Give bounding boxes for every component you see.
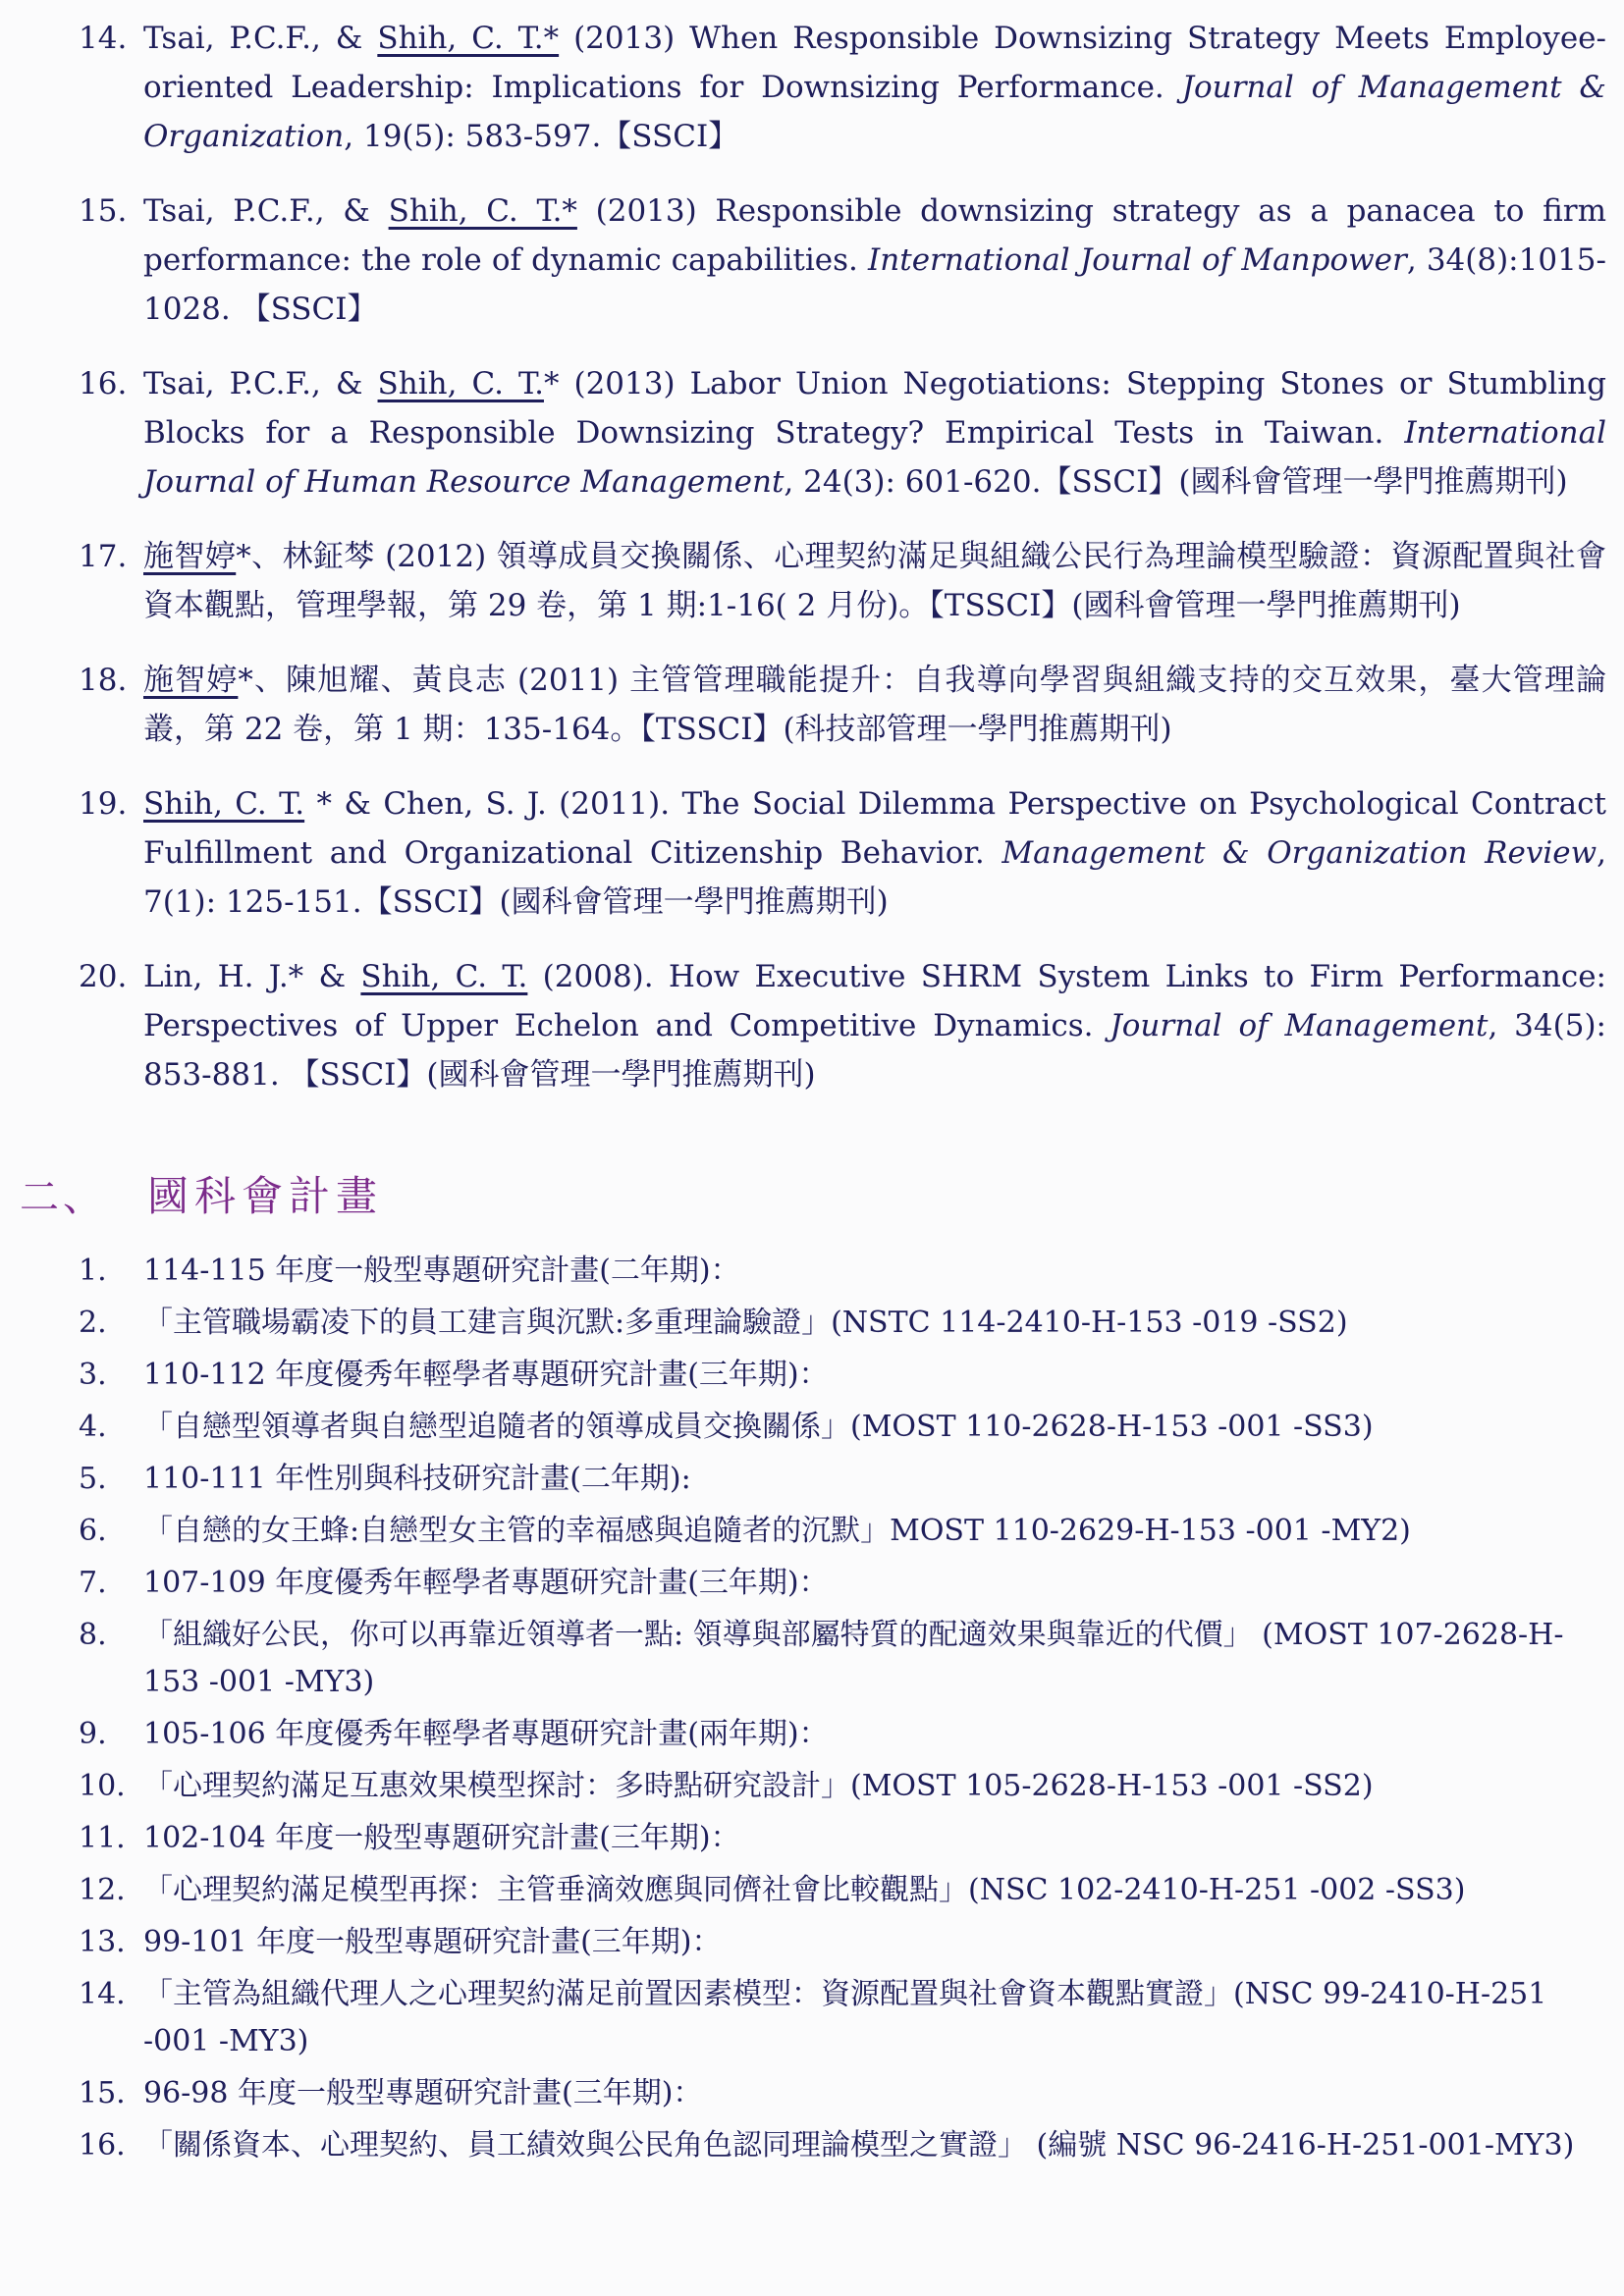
author-highlight: Shih, C. T.* [388, 193, 577, 229]
grant-entry [79, 1916, 1610, 1968]
citation-text: *、陳旭耀、黃良志 (2011) 主管管理職能提升：自我導向學習與組織支持的交互效果，臺大管理論叢，第 22 卷，第 1 期：135-164。【TSSCI】(科技部管理一學門推薦期刊) [143, 663, 1606, 747]
citation-text: * (2013) Labor Union Negotiations: Stepping Stones or Stumbling Blocks for a Responsible Downsizing Strategy? Empirical Tests in Taiwan. [143, 366, 1606, 451]
grant-entry [79, 1557, 1610, 1609]
grant-text: 107-109 年度優秀年輕學者專題研究計畫(三年期)： [143, 1566, 829, 1600]
grant-list [79, 1245, 1610, 2171]
citation-text: (2013) When Responsible Downsizing Strategy Meets Employee-oriented Leadership: Implications for Downsizing Performance. [143, 21, 1606, 105]
citation-text: (2008). How Executive SHRM System Links to Firm Performance: Perspectives of Upper Echelon and Competitive Dynamics. [143, 959, 1606, 1043]
grant-number: 15. [79, 2076, 126, 2110]
publication-citation [143, 952, 1606, 1099]
grant-number: 7. [79, 1566, 107, 1600]
grant-entry [79, 2119, 1610, 2171]
author-highlight: Shih, C. T.* [377, 21, 560, 56]
grant-entry [79, 2067, 1610, 2119]
grant-entry [79, 1760, 1610, 1812]
publication-citation [143, 359, 1606, 507]
grant-text: 「自戀型領導者與自戀型追隨者的領導成員交換關係」(MOST 110-2628-H-153 -001 -SS3) [143, 1410, 1374, 1444]
publication-number: 17. [79, 539, 128, 574]
citation-text: , 7(1): 125-151.【SSCI】(國科會管理一學門推薦期刊) [143, 835, 1606, 920]
citation-text: , 24(3): 601-620.【SSCI】(國科會管理一學門推薦期刊) [784, 464, 1568, 500]
publication-citation [143, 656, 1606, 754]
grant-text: 「主管職場霸凌下的員工建言與沉默:多重理論驗證」(NSTC 114-2410-H-153 -019 -SS2) [143, 1306, 1348, 1340]
journal-title: Journal of Management [1110, 1008, 1489, 1043]
grant-text: 110-112 年度優秀年輕學者專題研究計畫(三年期)： [143, 1358, 829, 1392]
grant-entry [79, 1349, 1610, 1401]
grant-text: 114-115 年度一般型專題研究計畫(二年期)： [143, 1254, 740, 1288]
grant-number: 12. [79, 1873, 126, 1907]
publication-citation [143, 187, 1606, 334]
author-highlight: 施智婷 [143, 539, 237, 574]
grant-number: 11. [79, 1821, 126, 1855]
grant-text: 105-106 年度優秀年輕學者專題研究計畫(兩年期)： [143, 1717, 829, 1751]
grant-entry [79, 1812, 1610, 1864]
grant-entry [79, 1453, 1610, 1505]
grant-number: 16. [79, 2128, 126, 2163]
grant-entry [79, 1505, 1610, 1557]
grant-entry [79, 1864, 1610, 1916]
citation-text: Tsai, P.C.F., & [143, 193, 389, 229]
section-title: 國科會計畫 [147, 1172, 384, 1220]
grant-number: 6. [79, 1514, 107, 1548]
grant-entry [79, 1708, 1610, 1760]
grant-entry [79, 1968, 1610, 2067]
grant-number: 9. [79, 1717, 107, 1751]
publication-citation [143, 779, 1606, 927]
grant-text: 96-98 年度一般型專題研究計畫(三年期)： [143, 2076, 703, 2110]
journal-title: Journal of Management & Organization [143, 70, 1606, 154]
publication-entry [79, 14, 1610, 161]
author-highlight: Shih, C. T. [377, 366, 544, 401]
citation-text: , 19(5): 583-597.【SSCI】 [344, 119, 739, 154]
journal-title: International Journal of Human Resource Management [143, 415, 1606, 500]
grant-text: 「主管為組織代理人之心理契約滿足前置因素模型：資源配置與社會資本觀點實證」(NSC 99-2410-H-251 -001 -MY3) [143, 1977, 1547, 2058]
publication-list [79, 14, 1610, 1125]
publication-entry [79, 187, 1610, 334]
grant-text: 99-101 年度一般型專題研究計畫(三年期)： [143, 1925, 722, 1959]
grant-number: 1. [79, 1254, 107, 1288]
publication-entry [79, 532, 1610, 630]
citation-text: * & Chen, S. J. (2011). The Social Dilemma Perspective on Psychological Contract Fulfillment and Organizational Citizenship Behavior. [143, 786, 1606, 871]
grant-number: 4. [79, 1410, 107, 1444]
grant-number: 13. [79, 1925, 126, 1959]
grant-number: 10. [79, 1769, 126, 1803]
grant-entry [79, 1245, 1610, 1297]
section-number: 二、 [20, 1174, 106, 1220]
author-highlight: Shih, C. T. [360, 959, 528, 994]
grant-text: 「關係資本、心理契約、員工績效與公民角色認同理論模型之實證」 (編號 NSC 96-2416-H-251-001-MY3) [143, 2128, 1575, 2163]
citation-text: Tsai, P.C.F., & [143, 366, 378, 401]
citation-text: Tsai, P.C.F., & [143, 21, 378, 56]
journal-title: Management & Organization Review [1001, 835, 1597, 871]
citation-text: *、林鉦棽 (2012) 領導成員交換關係、心理契約滿足與組織公民行為理論模型驗證：資源配置與社會資本觀點，管理學報，第 29 卷，第 1 期:1-16( 2 月份)。【TSSCI】(國科會管理一學門推薦期刊) [143, 539, 1606, 623]
grant-entry [79, 1401, 1610, 1453]
grant-entry [79, 1297, 1610, 1349]
publication-number: 14. [79, 21, 128, 56]
grant-number: 2. [79, 1306, 107, 1340]
grant-entry [79, 1609, 1610, 1708]
grant-number: 8. [79, 1618, 107, 1652]
publication-citation [143, 14, 1606, 161]
publication-entry [79, 656, 1610, 754]
section-heading [20, 1164, 383, 1223]
author-highlight: 施智婷 [143, 663, 239, 698]
publication-citation [143, 532, 1606, 630]
grant-text: 「組織好公民，你可以再靠近領導者一點: 領導與部屬特質的配適效果與靠近的代價」 (MOST 107-2628-H-153 -001 -MY3) [143, 1618, 1564, 1699]
grant-text: 「自戀的女王蜂:自戀型女主管的幸福感與追隨者的沉默」MOST 110-2629-H-153 -001 -MY2) [143, 1514, 1411, 1548]
journal-title: International Journal of Manpower [868, 242, 1407, 278]
citation-text: , 34(5): 853-881. 【SSCI】(國科會管理一學門推薦期刊) [143, 1008, 1606, 1093]
grant-text: 「心理契約滿足模型再探：主管垂滴效應與同儕社會比較觀點」(NSC 102-2410-H-251 -002 -SS3) [143, 1873, 1466, 1907]
publication-number: 15. [79, 193, 128, 229]
grant-text: 102-104 年度一般型專題研究計畫(三年期)： [143, 1821, 740, 1855]
grant-number: 14. [79, 1977, 126, 2011]
publication-number: 20. [79, 959, 128, 994]
publication-entry [79, 779, 1610, 927]
grant-number: 3. [79, 1358, 107, 1392]
publication-number: 19. [79, 786, 128, 822]
author-highlight: Shih, C. T. [143, 786, 305, 822]
grant-text: 「心理契約滿足互惠效果模型探討：多時點研究設計」(MOST 105-2628-H-153 -001 -SS2) [143, 1769, 1374, 1803]
publication-entry [79, 952, 1610, 1099]
publication-number: 16. [79, 366, 128, 401]
grant-number: 5. [79, 1462, 107, 1496]
publication-entry [79, 359, 1610, 507]
citation-text: , 34(8):1015-1028. 【SSCI】 [143, 242, 1606, 327]
publication-number: 18. [79, 663, 128, 698]
citation-text: (2013) Responsible downsizing strategy as a panacea to firm performance: the role of dynamic capabilities. [143, 193, 1606, 278]
grant-text: 110-111 年性別與科技研究計畫(二年期): [143, 1462, 691, 1496]
citation-text: Lin, H. J.* & [143, 959, 361, 994]
